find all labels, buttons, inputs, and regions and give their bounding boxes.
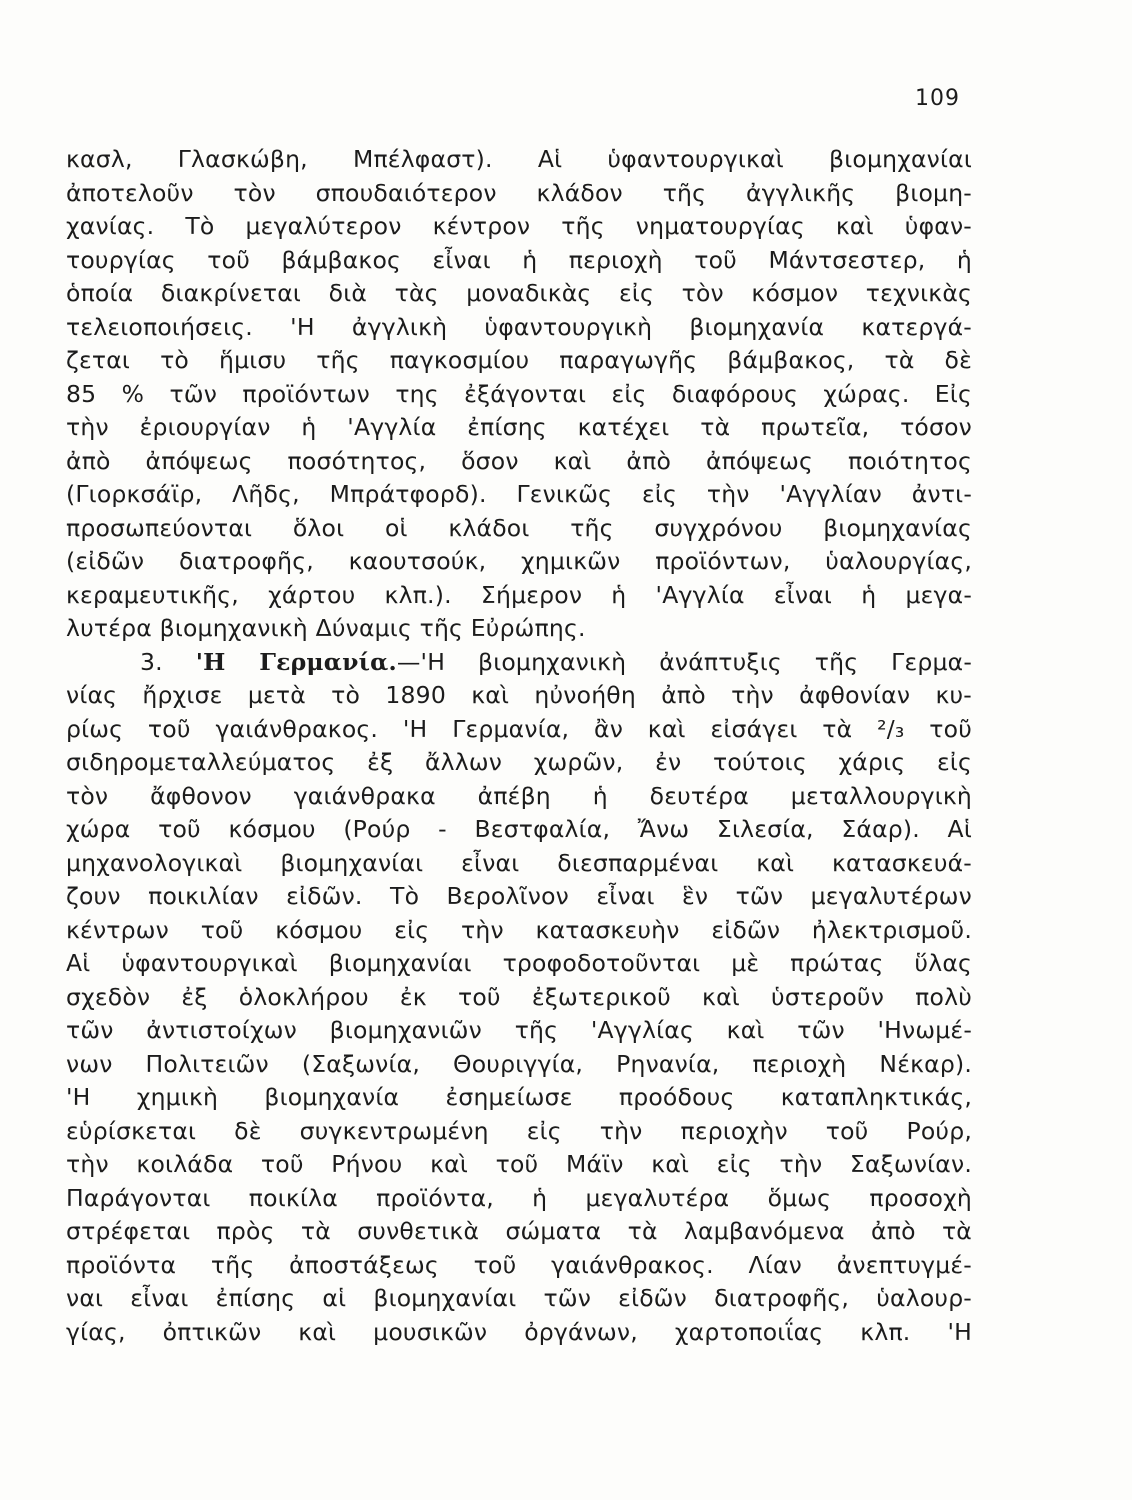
section-first-line-text: —'Η βιομηχανικὴ ἀνάπτυξις τῆς Γερμα- (396, 647, 972, 676)
text-line: προσωπεύονται ὅλοι οἱ κλάδοι τῆς συγχρόνου βιομηχανίας (66, 513, 972, 542)
text-line: χανίας. Τὸ μεγαλύτερον κέντρον τῆς νηματουργίας καὶ ὑφαν- (66, 212, 972, 240)
section-heading: 'Η Γερμανία. (195, 647, 397, 676)
text-line: (Γιορκσάϊρ, Λῆδς, Μπράτφορδ). Γενικῶς εἰς τὴν 'Αγγλίαν ἀντι- (66, 480, 972, 508)
text-line: ἀπὸ ἀπόψεως ποσότητος, ὅσον καὶ ἀπὸ ἀπόψεως ποιότητος (66, 446, 972, 475)
text-line: ζουν ποικιλίαν εἰδῶν. Τὸ Βερολῖνον εἶναι ἓν τῶν μεγαλυτέρων (66, 882, 972, 910)
text-line: κεραμευτικῆς, χάρτου κλπ.). Σήμερον ἡ 'Αγγλία εἶναι ἡ μεγα- (66, 580, 972, 609)
text-line: 85 % τῶν προϊόντων της ἐξάγονται εἰς διαφόρους χώρας. Εἰς (66, 379, 972, 408)
text-line: κέντρων τοῦ κόσμου εἰς τὴν κατασκευὴν εἰδῶν ἠλεκτρισμοῦ. (66, 915, 972, 944)
text-line: (εἰδῶν διατροφῆς, καουτσούκ, χημικῶν προϊόντων, ὑαλουργίας, (66, 547, 972, 575)
page-number: 109 (915, 86, 960, 111)
text-line: σιδηρομεταλλεύματος ἐξ ἄλλων χωρῶν, ἐν τούτοις χάρις εἰς (66, 748, 972, 776)
text-line: τὸν ἄφθονον γαιάνθρακα ἀπέβη ἡ δευτέρα μεταλλουργικὴ (66, 781, 972, 810)
text-line: τὴν ἐριουργίαν ἡ 'Αγγλία ἐπίσης κατέχει τὰ πρωτεῖα, τόσον (66, 413, 972, 441)
text-line: ἀποτελοῦν τὸν σπουδαιότερον κλάδον τῆς ἀγγλικῆς βιομη- (66, 178, 972, 207)
text-line: γίας, ὀπτικῶν καὶ μουσικῶν ὀργάνων, χαρτοποιΐας κλπ. 'Η (66, 1317, 972, 1346)
text-line: ὁποία διακρίνεται διὰ τὰς μοναδικὰς εἰς τὸν κόσμον τεχνικὰς (66, 279, 972, 307)
text-line: Αἱ ὑφαντουργικαὶ βιομηχανίαι τροφοδοτοῦνται μὲ πρώτας ὕλας (66, 949, 972, 977)
text-line: τουργίας τοῦ βάμβακος εἶναι ἡ περιοχὴ τοῦ Μάντσεστερ, ἡ (66, 245, 972, 274)
text-line: τελειοποιήσεις. 'Η ἀγγλικὴ ὑφαντουργικὴ βιομηχανία κατεργά- (66, 312, 972, 341)
text-line: μηχανολογικαὶ βιομηχανίαι εἶναι διεσπαρμέναι καὶ κατασκευά- (66, 848, 972, 877)
text-line: χώρα τοῦ κόσμου (Ρούρ - Βεστφαλία, Ἄνω Σιλεσία, Σάαρ). Αἱ (66, 815, 972, 843)
text-line: κασλ, Γλασκώβη, Μπέλφαστ). Αἱ ὑφαντουργικαὶ βιομηχανίαι (66, 145, 972, 173)
text-line: λυτέρα βιομηχανικὴ Δύναμις τῆς Εὐρώπης. (66, 614, 586, 642)
body-text (66, 143, 972, 1349)
section-number: 3. (140, 647, 163, 676)
text-line: τῶν ἀντιστοίχων βιομηχανιῶν τῆς 'Αγγλίας καὶ τῶν 'Ηνωμέ- (66, 1016, 972, 1044)
text-line: 'Η χημικὴ βιομηχανία ἐσημείωσε προόδους καταπληκτικάς, (66, 1083, 972, 1111)
text-line: εὑρίσκεται δὲ συγκεντρωμένη εἰς τὴν περιοχὴν τοῦ Ρούρ, (66, 1116, 972, 1145)
text-line: ναι εἶναι ἐπίσης αἱ βιομηχανίαι τῶν εἰδῶν διατροφῆς, ὑαλουρ- (66, 1284, 972, 1312)
text-line: τὴν κοιλάδα τοῦ Ρήνου καὶ τοῦ Μάϊν καὶ εἰς τὴν Σαξωνίαν. (66, 1150, 972, 1178)
text-line: προϊόντα τῆς ἀποστάξεως τοῦ γαιάνθρακος. Λίαν ἀνεπτυγμέ- (66, 1250, 972, 1279)
text-line: ζεται τὸ ἥμισυ τῆς παγκοσμίου παραγωγῆς βάμβακος, τὰ δὲ (66, 346, 972, 374)
text-line: νίας ἤρχισε μετὰ τὸ 1890 καὶ ηὐνοήθη ἀπὸ τὴν ἀφθονίαν κυ- (66, 681, 972, 709)
section-first-line (66, 646, 972, 680)
text-line: νων Πολιτειῶν (Σαξωνία, Θουριγγία, Ρηνανία, περιοχὴ Νέκαρ). (66, 1049, 972, 1078)
text-line: Παράγονται ποικίλα προϊόντα, ἡ μεγαλυτέρα ὅμως προσοχὴ (66, 1183, 972, 1212)
text-line: σχεδὸν ἐξ ὁλοκλήρου ἐκ τοῦ ἐξωτερικοῦ καὶ ὑστεροῦν πολὺ (66, 982, 972, 1011)
text-line: ρίως τοῦ γαιάνθρακος. 'Η Γερμανία, ἂν καὶ εἰσάγει τὰ ²/₃ τοῦ (66, 714, 972, 743)
text-line: στρέφεται πρὸς τὰ συνθετικὰ σώματα τὰ λαμβανόμενα ἀπὸ τὰ (66, 1217, 972, 1245)
